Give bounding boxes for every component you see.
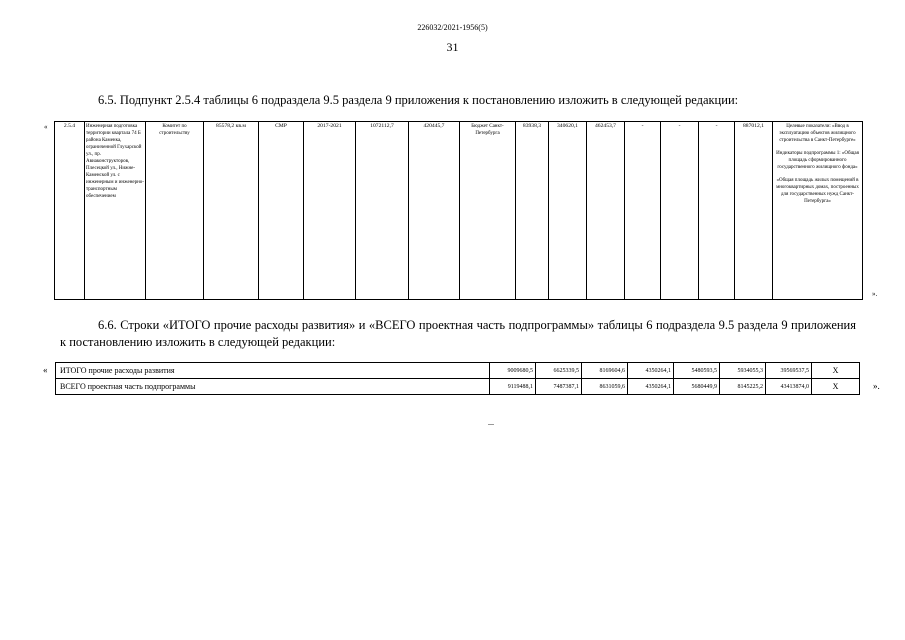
row-value: 9009680,5 <box>490 363 536 379</box>
table-1-close-quote: ». <box>872 290 878 298</box>
row-value: 6625339,5 <box>536 363 582 379</box>
cell-object: Инженерная подготовка территории квартала 74 Б района Каменка, ограниченной Глухарской ул., пр. Авиаконструкторов, Плесецкой ул., Нижне-Каменской ул. с инженерным и инженерно-транспортным обеспечением <box>85 122 146 300</box>
cell-source: Бюджет Санкт-Петербурга <box>460 122 516 300</box>
row-value: 9119488,1 <box>490 379 536 395</box>
row-value: 4350264,1 <box>628 379 674 395</box>
row-value: 4350264,1 <box>628 363 674 379</box>
row-value: 8169604,6 <box>582 363 628 379</box>
page-number: 31 <box>446 40 459 54</box>
table-row <box>56 363 860 379</box>
row-value: 5680449,9 <box>674 379 720 395</box>
row-mark: X <box>812 363 860 379</box>
row-value: 5480593,5 <box>674 363 720 379</box>
indicators-housing-area: «Общая площадь жилых помещений в многоквартирных домах, построенных для государственных нужд Санкт-Петербурга» <box>776 178 859 204</box>
document-number: 226032/2021-1956(5) <box>417 23 488 32</box>
indicators-subprogram: Индикаторы подпрограммы 1: «Общая площадь сформированного государственного жилищного фонда» <box>776 151 859 170</box>
row-value: 7487387,1 <box>536 379 582 395</box>
cell-capacity: 85578,2 кв.м <box>204 122 259 300</box>
cell-period: 2017-2021 <box>304 122 356 300</box>
paragraph-6-5: 6.5. Подпункт 2.5.4 таблицы 6 подраздела 9.5 раздела 9 приложения к постановлению изложить в следующей редакции: <box>98 93 739 107</box>
cell-prev-financing: 420445,7 <box>409 122 460 300</box>
row-label: ИТОГО прочие расходы развития <box>56 363 490 379</box>
table-row <box>55 122 863 300</box>
cell-total-cost: 1072112,7 <box>356 122 409 300</box>
row-value: 39569537,5 <box>766 363 812 379</box>
cell-value-3: 462453,7 <box>587 122 625 300</box>
cell-customer: Комитет по строительству <box>146 122 204 300</box>
table-item-2-5-4 <box>54 121 863 300</box>
cell-stage: СМР <box>259 122 304 300</box>
cell-total: 887012,1 <box>735 122 773 300</box>
cell-indicators <box>773 122 863 300</box>
row-label: ВСЕГО проектная часть подпрограммы <box>56 379 490 395</box>
table-2-open-quote: « <box>43 365 48 375</box>
table-totals <box>55 362 860 395</box>
indicators-target: Целевые показатели: «Ввод в эксплуатацию объектов жилищного строительства в Санкт-Петербурге» <box>779 124 856 143</box>
table-1-open-quote: « <box>44 123 48 131</box>
cell-dash-3: - <box>699 122 735 300</box>
table-2-close-quote: ». <box>873 381 880 391</box>
cell-dash-2: - <box>661 122 699 300</box>
row-value: 43413874,0 <box>766 379 812 395</box>
row-value: 8631059,6 <box>582 379 628 395</box>
cell-number: 2.5.4 <box>55 122 85 300</box>
scan-mark <box>488 424 494 425</box>
paragraph-6-6: 6.6. Строки «ИТОГО прочие расходы развития» и «ВСЕГО проектная часть подпрограммы» таблицы 6 подраздела 9.5 раздела 9 приложения к постановлению изложить в следующей редакции: <box>60 318 856 349</box>
table-row <box>56 379 860 395</box>
cell-dash-1: - <box>625 122 661 300</box>
row-mark: X <box>812 379 860 395</box>
cell-value-2: 340620,1 <box>549 122 587 300</box>
cell-value-1: 83938,3 <box>516 122 549 300</box>
row-value: 8145225,2 <box>720 379 766 395</box>
row-value: 5934055,3 <box>720 363 766 379</box>
